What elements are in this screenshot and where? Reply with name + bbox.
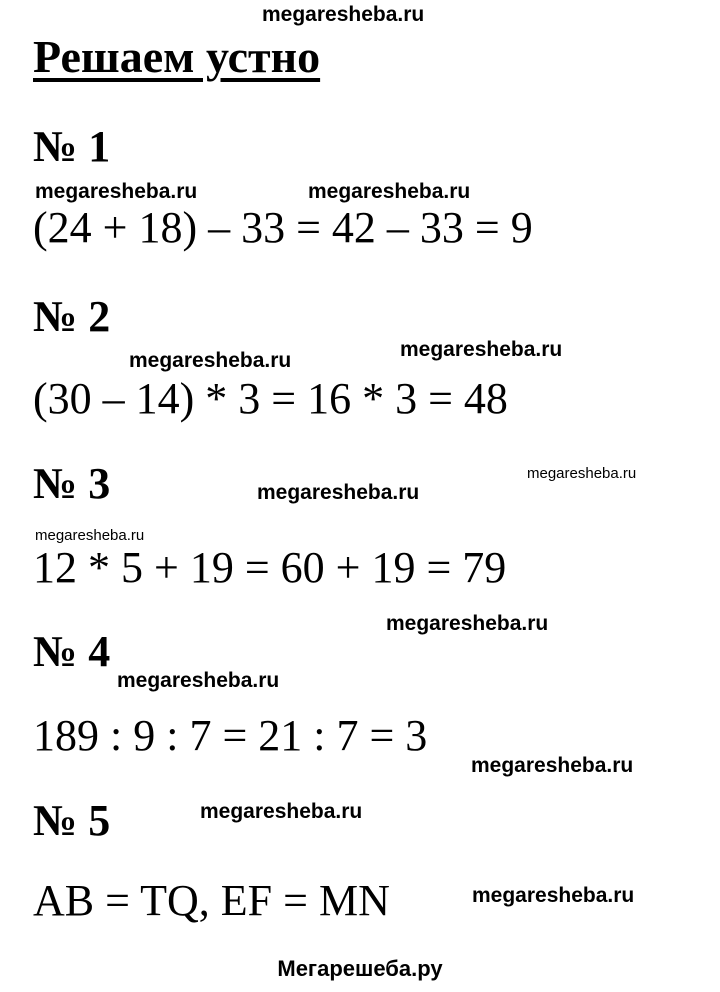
task-2-number: № 2	[33, 292, 111, 341]
watermark: megaresheba.ru	[35, 180, 198, 203]
watermark: megaresheba.ru	[129, 349, 292, 372]
task-1-number: № 1	[33, 122, 111, 171]
watermark: megaresheba.ru	[257, 481, 420, 504]
task-4-expression: 189 : 9 : 7 = 21 : 7 = 3	[33, 711, 428, 760]
task-3-expression: 12 * 5 + 19 = 60 + 19 = 79	[33, 543, 507, 592]
task-1-expression: (24 + 18) – 33 = 42 – 33 = 9	[33, 203, 533, 252]
task-5-number: № 5	[33, 796, 111, 845]
task-5-expression: AB = TQ, EF = MN	[33, 876, 390, 925]
watermark: megaresheba.ru	[200, 800, 363, 823]
footer-site-name: Мегарешеба.ру	[277, 956, 443, 981]
watermark: megaresheba.ru	[35, 527, 145, 544]
watermark: megaresheba.ru	[472, 884, 635, 907]
watermark: megaresheba.ru	[400, 338, 563, 361]
task-3-number: № 3	[33, 459, 111, 508]
watermark: megaresheba.ru	[386, 612, 549, 635]
watermark-top: megaresheba.ru	[262, 3, 425, 26]
watermark: megaresheba.ru	[471, 754, 634, 777]
task-4-number: № 4	[33, 627, 111, 676]
watermark: megaresheba.ru	[308, 180, 471, 203]
watermark: megaresheba.ru	[117, 669, 280, 692]
task-2-expression: (30 – 14) * 3 = 16 * 3 = 48	[33, 374, 508, 423]
watermark: megaresheba.ru	[527, 465, 637, 482]
page-title: Решаем устно	[33, 31, 321, 82]
